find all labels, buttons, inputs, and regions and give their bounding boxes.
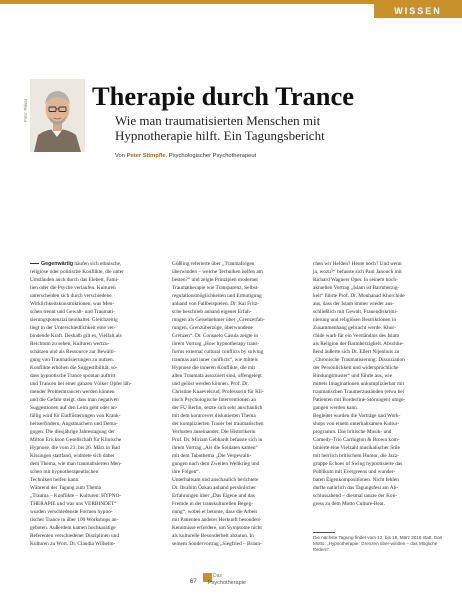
body-line-text: Suggestionen auf den Leim geht oder an-: [30, 405, 118, 411]
page-number: 67: [190, 579, 197, 585]
body-line: [313, 308, 446, 316]
body-line: [172, 300, 305, 308]
body-line: [313, 492, 446, 500]
body-line: [172, 484, 305, 492]
body-line: [313, 436, 446, 444]
body-line-text: dass hypnotische Trance spontan auftritt: [30, 373, 116, 379]
body-column-2: [172, 260, 305, 548]
body-line-text: Fremde in der transkulturellen Begeg-: [172, 501, 253, 507]
body-line-text: heitserfindern, Angstmachern und Dema-: [30, 421, 118, 427]
body-line-text: programm. Das britische Musik- und: [313, 429, 392, 435]
body-line: [172, 468, 305, 476]
body-line-text: gress zu dem Motto Culture-Beat.: [313, 501, 385, 507]
body-line-text: keit“ führte Prof. Dr. Mouhanad Khorchide: [313, 293, 405, 299]
body-line-text: religiöse oder politische Konflikte, die unter: [30, 269, 124, 275]
body-line-text: sierungspotenzial beinhaltet. Gleichzeitig: [30, 317, 118, 323]
body-line: [172, 380, 305, 388]
body-line: [30, 532, 163, 540]
body-line: [172, 364, 305, 372]
body-line-text: forms external cultural conflicts by solving: [172, 349, 264, 355]
body-line: [313, 284, 446, 292]
body-line: [313, 276, 446, 284]
body-line-text: mittels Imaginationen unkomplizierbar mit: [313, 381, 405, 387]
byline: [115, 153, 256, 159]
body-line-text: Techniken helfen kann.: [30, 477, 80, 483]
body-line: [30, 404, 163, 412]
body-line-text: Konflikte erhöhen die Suggestibilität, so-: [30, 365, 118, 371]
body-line: [30, 428, 163, 436]
body-line-text: Christine Knaevelsrud, Professorin für Kli-: [172, 389, 264, 395]
body-line: [172, 508, 305, 516]
body-line-text: Kulturen zu Wort. Dr. Claudia Wilhelm-: [30, 541, 116, 547]
body-line: [172, 348, 305, 356]
section-label: WISSEN: [374, 4, 462, 18]
body-line: [313, 260, 446, 268]
body-line: [172, 356, 305, 364]
body-line-text: „Chronische Traumatisierung: Dissoziation: [313, 357, 405, 363]
body-column-1: [30, 260, 163, 548]
footnote-rule: [313, 532, 335, 533]
body-line: [30, 444, 163, 452]
body-line: [30, 476, 163, 484]
body-line: [30, 460, 163, 468]
body-line-text: bindende Kraft. Deshalb gilt es, Vielfalt als: [30, 333, 122, 339]
magazine-logo: [203, 573, 251, 589]
body-line-text: mit dem kontrovers diskutierten Thema: [172, 413, 256, 419]
body-line: [172, 476, 305, 484]
body-line-text: der komplizierten Trauer bei traumatischen: [172, 421, 264, 427]
body-line-text: gangen werden kann.: [313, 405, 359, 411]
body-line-text: liegt in der Unterschiedlichkeit eine ver-: [30, 325, 116, 331]
body-line: [313, 388, 446, 396]
body-line-text: alten Traumata assoziiert sind, offengelegt: [172, 373, 262, 379]
body-line: [172, 332, 305, 340]
body-line: [313, 500, 446, 508]
body-line-text: geboten. Außerdem kamen hochkarätige: [30, 525, 116, 531]
body-line-text: Referenten verschiedener Disziplinen und: [30, 533, 119, 539]
body-line: [30, 308, 163, 316]
body-line: [30, 340, 163, 348]
body-line-text: der Persönlichkeit und widersprüchliche: [313, 365, 399, 371]
body-line-text: Bindungsmuster“ und führte aus, wie: [313, 373, 392, 379]
body-line: [30, 300, 163, 308]
body-line-text: als kulturelle Besonderheit abzutun. In: [172, 533, 254, 539]
body-line-text: und Trancen bei einer ganzen Völker Opfer läh-: [30, 381, 132, 387]
body-line: [313, 396, 446, 404]
body-line: [30, 468, 163, 476]
body-line: [30, 364, 163, 372]
body-line: [30, 500, 163, 508]
body-line: [313, 348, 446, 356]
body-column-3: [313, 260, 446, 508]
body-line: [313, 444, 446, 452]
body-line: [313, 404, 446, 412]
body-line-text: nisch Psychologische Interventionen an: [172, 397, 256, 403]
body-line: [172, 276, 305, 284]
body-line: [313, 468, 446, 476]
body-line-text: Dr. Ibrahim Özkan anhand persönlicher: [172, 485, 256, 491]
body-line-text: Grenzen“. Dr. Consuelo Casula zeigte in: [172, 333, 259, 339]
body-line: [172, 268, 305, 276]
body-line: [313, 372, 446, 380]
body-line-text: Unterhaltsam und anschaulich berichtete: [172, 477, 259, 483]
body-line: [30, 508, 163, 516]
body-line-text: gruppe Echoes of Swing hypnotisierte das: [313, 461, 403, 467]
body-line: [30, 484, 163, 492]
body-line: [30, 388, 163, 396]
body-line: [313, 380, 446, 388]
body-line: [30, 292, 163, 300]
body-line: [172, 308, 305, 316]
body-line: [313, 484, 446, 492]
body-line-text: Kissingen stattfand, widmete sich daher: [30, 453, 115, 459]
body-line: [172, 452, 305, 460]
body-line-text: Milton Erickson Gesellschaft für Klinische: [30, 437, 122, 443]
body-line: [172, 316, 305, 324]
body-line: [30, 540, 163, 548]
body-line: [172, 500, 305, 508]
body-line-text: gungen nach dem Zweiten Weltkrieg und: [172, 461, 260, 467]
body-line-text: ihrem Vortrag „Als die Soldaten kamen“: [172, 445, 258, 451]
body-line: [313, 324, 446, 332]
body-line: [172, 532, 305, 540]
body-line: [313, 452, 446, 460]
body-line: [30, 372, 163, 380]
body-line: [313, 428, 446, 436]
body-line: [30, 284, 163, 292]
body-line-text: schätzen und als Ressource zur Bewälti-: [30, 349, 116, 355]
photo-credit: Foto: Privat: [23, 98, 28, 122]
body-line-text: gogen. Die diesjährige Jahrestagung der: [30, 429, 115, 435]
body-line-text: nung“, wobei er betonte, dass die Arbeit: [172, 509, 258, 515]
body-line: [30, 436, 163, 444]
body-line: [30, 332, 163, 340]
body-line: [172, 284, 305, 292]
body-line-text: der FU Berlin, setzte sich sehr anschaulich: [172, 405, 263, 411]
body-line: [30, 348, 163, 356]
body-line-text: mit herrlich britischem Humor, die Jazz-: [313, 453, 399, 459]
body-line: [30, 452, 163, 460]
body-line: [172, 492, 305, 500]
body-line-text: Prof. Dr. Miriam Gebhardt befasste sich in: [172, 437, 263, 443]
body-line: [313, 420, 446, 428]
body-line: [313, 332, 446, 340]
magazine-name-line1: Das: [213, 573, 222, 579]
author-portrait: [30, 79, 85, 152]
portrait-image: [30, 79, 85, 152]
body-line-text: schließlich mit Gewalt, Frauendiskrimi-: [313, 309, 398, 315]
lead-rule: [30, 263, 39, 264]
body-line-text: überwinden – welche Techniken helfen am: [172, 269, 263, 275]
body-line: [313, 364, 446, 372]
byline-prefix: Von: [115, 153, 125, 159]
body-line-text: baren Eigenkompositionen. Nicht fehlen: [313, 477, 399, 483]
body-line-text: Hypnose die inneren Konflikte, die mit: [172, 365, 255, 371]
body-line: [30, 516, 163, 524]
body-line-text: THERAPIE und was uns VERBINDET“: [30, 501, 117, 507]
body-line-text: wurden verschiedenste Formen hypno-: [30, 509, 113, 515]
body-line: [313, 268, 446, 276]
body-line-text: besten?“ und zeigte Prinzipien moderner: [172, 277, 259, 283]
body-line: [172, 420, 305, 428]
body-line-text: schlussabend – diesmal tanzte der Kon-: [313, 493, 397, 499]
body-line-text: ßend äußerte sich Dr. Ellert Nijenhuis zu: [313, 349, 400, 355]
body-line-text: ja, wozu?“ befasste sich Paul Janouch mit: [313, 269, 402, 275]
body-line-text: Gößling referierte über „Traumafolgen: [172, 261, 255, 267]
body-line-text: Traumatherapie wie Transparenz, Selbst-: [172, 285, 259, 291]
body-line: [30, 324, 163, 332]
body-line-text: binierte eine Vielzahl musikalischer Stile: [313, 445, 400, 451]
body-line: [172, 436, 305, 444]
body-line-text: Patienten mit Borderline-Störungen) umge-: [313, 397, 406, 403]
body-line: [172, 404, 305, 412]
body-line-text: traumas and inner conflicts“, wie mittels: [172, 357, 258, 363]
body-line-text: chen wir Helden? Heute noch? Und wenn: [313, 261, 402, 267]
body-line-text: tischer Trance in über 100 Workshops an-: [30, 517, 119, 523]
body-line-text: anhand von Fallbeispielen. Dr. Kai Fritz-: [172, 301, 259, 307]
body-line-text: rungen als Geiselnehmer über „Grenzerfah-: [172, 317, 265, 323]
body-line-text: Verlusten auseinander. Die Historikerin: [172, 429, 256, 435]
body-line-text: ihre Folgen“.: [172, 469, 200, 475]
body-line-text: seinem Sondervortrag „Siegfried – Braun-: [172, 541, 262, 547]
body-line: [172, 460, 305, 468]
body-line: [30, 268, 163, 276]
body-line: [172, 260, 305, 268]
body-line-text: schen mit hypnotherapeutischen: [30, 469, 99, 475]
body-line: [172, 540, 305, 548]
body-line-text: Begleitet wurden die Vorträge und Work-: [313, 413, 401, 419]
body-line-text: gung von Traumatisierungen zu nutzen.: [30, 357, 115, 363]
body-line: [313, 460, 446, 468]
body-line-text: häufen sich ethnische,: [73, 261, 122, 267]
body-line-text: Wirklichkeitskonstruktionen, was Men-: [30, 301, 115, 307]
body-line-text: aus, dass der Islam immer wieder aus-: [313, 301, 395, 307]
footnote: Die nächste Tagung findet vom 12. bis 18. März 2018 statt. Das Motto: „Hypnotherapie: Grenzen über-winden – das Mögliche fördern“.: [313, 535, 443, 552]
body-line: [172, 524, 305, 532]
body-line-text: rungen, Grenzüberzüge, überwundene: [172, 325, 253, 331]
body-line-text: dem Thema, wie man traumatisierten Men-: [30, 461, 122, 467]
body-line-text: chide warb für ein Verständnis des Islam: [313, 333, 400, 339]
body-line: [172, 292, 305, 300]
byline-role: , Psychologischer Psychotherapeut: [165, 153, 257, 159]
body-line-text: Reichtum zu sehen, Kulturen wertzu-: [30, 341, 110, 347]
body-line-text: sche beschrieb anhand eigener Erfah-: [172, 309, 252, 315]
byline-author: Peter Stimpfle: [126, 153, 166, 159]
body-line: [313, 292, 446, 300]
body-line-text: und die Gefahr steigt, dass man negativen: [30, 397, 119, 403]
body-line-text: unterscheiden sich durch verschiedene: [30, 293, 112, 299]
body-line-text: lien oder die Psyche verlaufen. Kulturen: [30, 285, 116, 291]
body-line: [172, 428, 305, 436]
body-line: [30, 396, 163, 404]
body-line-text: als Religion der Barmherzigkeit. Abschlie-: [313, 341, 404, 347]
body-line-text: „Trauma – Konflikte – Kulturen: HYPNO-: [30, 493, 122, 499]
body-line-text: Während der Tagung zum Thema: [30, 485, 101, 491]
magazine-name-line2: Psychotherapie: [208, 580, 246, 586]
body-line: [313, 316, 446, 324]
body-line-text: Umständen auch durch das Elebett, Fami-: [30, 277, 119, 283]
body-line: [30, 420, 163, 428]
body-line: [30, 356, 163, 364]
body-line: [172, 444, 305, 452]
body-line-text: mender Problemtrancen werden können: [30, 389, 115, 395]
body-line-text: Hypnose, die vom 23. bis 26. März in Bad: [30, 445, 120, 451]
body-line: [30, 380, 163, 388]
body-line-text: Comedy-Trio Carrington & Brown kom-: [313, 437, 400, 443]
body-line-text: fällig wird für Einflüsterungen von Krank-: [30, 413, 121, 419]
body-line-text: Kenntnisse erfordere, um Symptome nicht: [172, 525, 262, 531]
body-line: [313, 412, 446, 420]
body-line: [313, 476, 446, 484]
body-line: [172, 324, 305, 332]
body-line: [30, 316, 163, 324]
body-line-text: aktuellen Vortrag „Islam ist Barmherzig-: [313, 285, 400, 291]
body-line-text: Publikum mit Evergreens und wunder-: [313, 469, 396, 475]
body-line: [30, 412, 163, 420]
body-line: [30, 260, 163, 268]
body-line: [313, 340, 446, 348]
body-line-text: traumatischen Traumerzuständen (etwa bei: [313, 389, 405, 395]
body-line-text: durfte natürlich das Tagungsfest am Ab-: [313, 485, 398, 491]
body-line: [172, 388, 305, 396]
body-line-text: mit dem Tabuthema „Die Vergewalti-: [172, 453, 252, 459]
body-line: [30, 524, 163, 532]
body-line: [313, 300, 446, 308]
body-line-text: und gelöst werden können. Prof. Dr.: [172, 381, 249, 387]
body-line: [30, 492, 163, 500]
body-line: [172, 412, 305, 420]
article-subtitle: Wie man traumatisierten Menschen mit Hypnotherapie hilft. Ein Tagungsbericht: [115, 113, 325, 143]
body-line-text: Zusammenhang gebracht werde. Khor-: [313, 325, 396, 331]
body-line: [30, 276, 163, 284]
body-line: [172, 396, 305, 404]
body-line-text: schen trennt und Gewalt- und Traumati-: [30, 309, 115, 315]
body-line: [172, 516, 305, 524]
body-line: [313, 356, 446, 364]
body-line-text: nierung und religiösen Restriktionen in: [313, 317, 396, 323]
body-line-text: ihrem Vortrag „How hypnotherapy trans-: [172, 341, 260, 347]
article-title: Therapie durch Trance: [92, 81, 355, 111]
body-line: [172, 340, 305, 348]
body-line-text: Richard Wagners Oper. In seinem hoch-: [313, 277, 398, 283]
body-line-text: mit Patienten anderer Herkunft besondere: [172, 517, 261, 523]
body-line-text: regulationsmöglichkeiten und Ermutigung: [172, 293, 262, 299]
body-line-text: Erfahrungen über „Das Eigene und das: [172, 493, 255, 499]
body-line: [172, 372, 305, 380]
lead-word: Gegenwärtig: [41, 261, 74, 267]
body-line-text: shops von einem unterhaltsamen Kultur-: [313, 421, 400, 427]
